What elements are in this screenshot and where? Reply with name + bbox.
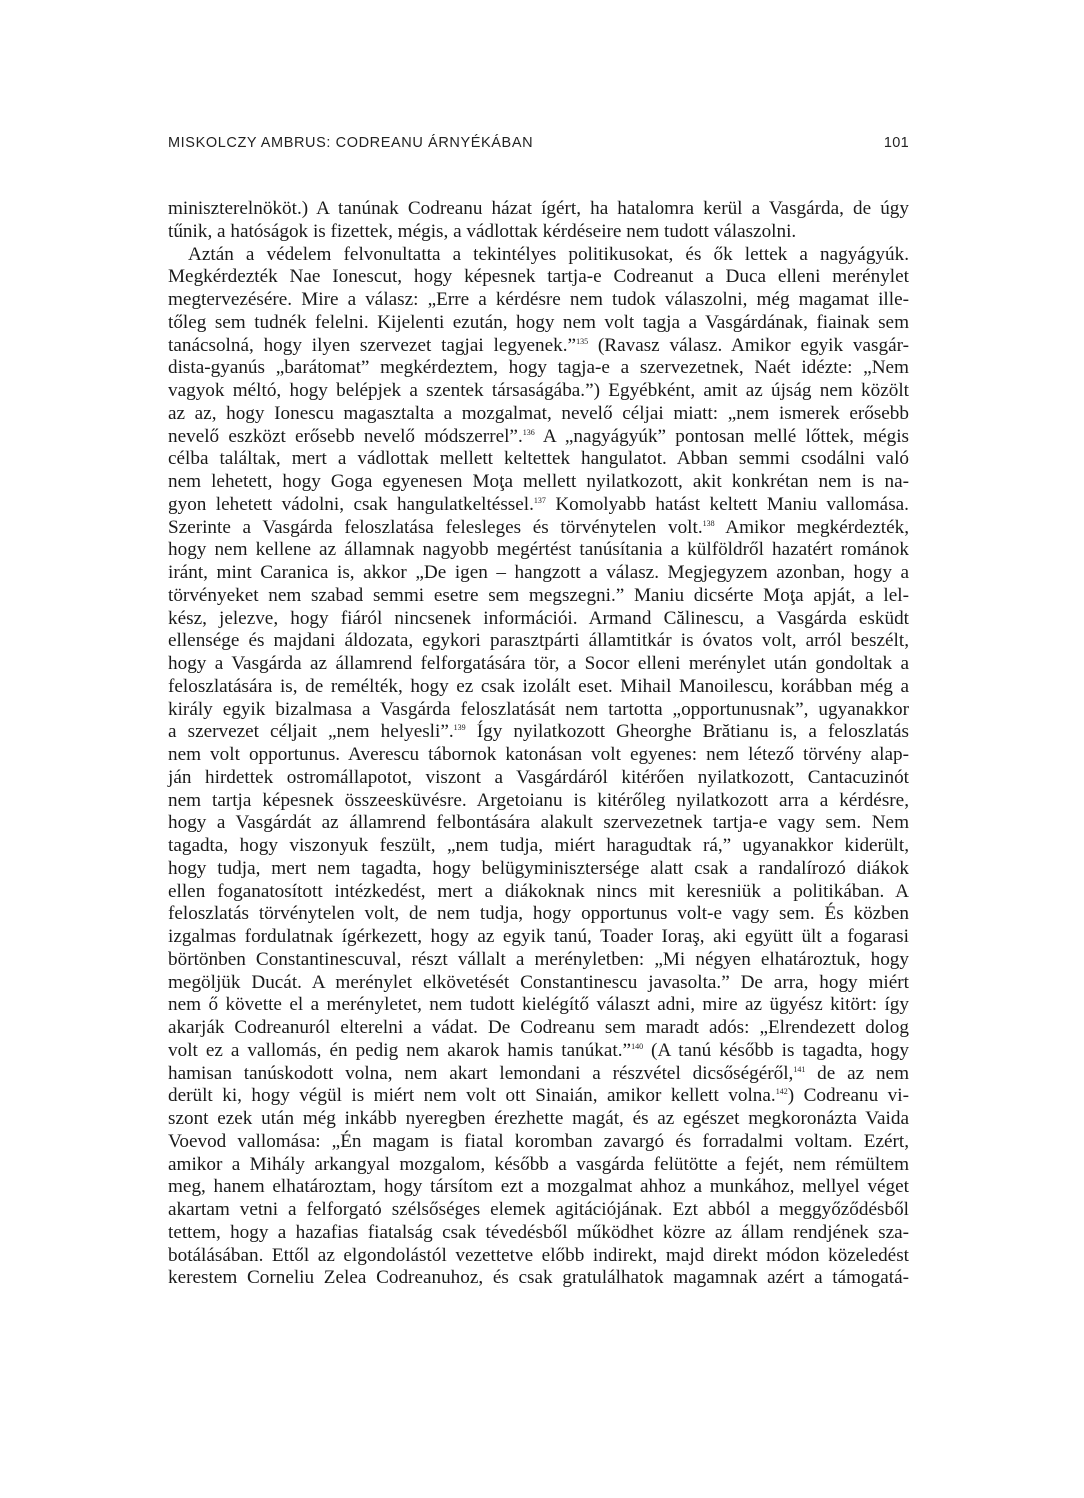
text-line	[168, 835, 909, 858]
text-segment: A „nagyágyúk” pontosan mellé lőttek, mégis	[534, 425, 909, 447]
text-segment: az az, hogy Ionescu magasztalta a mozgalmat, nevelő céljai miatt: „nem ismerek erősebb	[168, 402, 909, 424]
text-segment: feloszlatására is, de remélték, hogy ez csak izolált eset. Mihail Manoilescu, korábban még a	[168, 675, 909, 697]
text-line	[168, 1108, 909, 1131]
text-segment: tagadta, hogy viszonyuk feszült, „nem tudja, miért haragudtak rá,” ugyanakkor kiderült,	[168, 835, 909, 856]
text-line	[168, 1176, 909, 1199]
text-segment: törvényeket nem szabad semmi esetre sem megszegni.” Maniu dicsérte Moţa apját, a lel-	[168, 584, 909, 606]
text-segment: tőleg sem tudnék felelni. Kijelenti ezután, hogy nem volt tagja a Vasgárdának, fiainak sem	[168, 311, 909, 333]
text-line	[168, 494, 909, 517]
footnote-ref: 142	[775, 1087, 788, 1097]
text-line	[168, 699, 909, 722]
text-line	[168, 1063, 909, 1086]
text-line	[168, 949, 909, 972]
text-line	[168, 676, 909, 699]
text-segment: célba találtak, mert a vádlottak mellett keltettek hangulatot. Abban semmi csodálni való	[168, 448, 909, 470]
text-segment: amikor a Mihály arkangyal mozgalom, később a vasgárda felütötte a fejét, nem rémültem	[168, 1153, 909, 1175]
text-line	[168, 244, 909, 267]
text-segment: király egyik bizalmasa a Vasgárda feloszlatását nem tartotta „opportunusnak”, ugyanakkor	[168, 698, 909, 720]
text-line	[168, 1040, 909, 1063]
text-line	[168, 1245, 909, 1268]
text-segment: nem lehetett, hogy Goga egyenesen Moţa mellett nyilatkozott, akit konkrétan nem is na-	[168, 471, 909, 492]
text-line	[168, 881, 909, 904]
footnote-ref: 139	[453, 723, 466, 733]
text-line	[168, 903, 909, 926]
footnote-ref: 141	[793, 1064, 806, 1074]
text-line	[168, 1017, 909, 1040]
text-segment: Szerinte a Vasgárda feloszlatása felesleges és törvénytelen volt.	[168, 516, 703, 538]
text-line	[168, 335, 909, 358]
footnote-ref: 138	[702, 518, 715, 528]
text-segment: hogy nem kellene az államnak nagyobb megértést tanúsítania a külföldről hazatért románok	[168, 539, 909, 561]
text-segment: vagyok méltó, hogy belépjek a szentek társaságába.”) Egyébként, amit az újság nem közölt	[168, 380, 909, 401]
text-line	[168, 994, 909, 1017]
text-line	[168, 744, 909, 767]
text-line	[168, 1085, 909, 1108]
text-segment: iránt, mint Caranica is, akkor „De igen – hangzott a válasz. Megjegyzem azonban, hogy a	[168, 562, 909, 583]
footnote-ref: 140	[631, 1041, 644, 1051]
text-line	[168, 608, 909, 631]
text-line	[168, 357, 909, 380]
text-segment: nem tartja képesnek összeesküvésre. Argetoianu is kitérőleg nyilatkozott arra a kérdésre,	[168, 789, 909, 811]
text-segment: hogy tudja, mert nem tagadta, hogy belügyminisztersége alatt csak a randalírozó diákok	[168, 857, 909, 879]
text-line	[168, 812, 909, 835]
text-segment: Megkérdezték Nae Ionescut, hogy képesnek tartja-e Codreanut a Duca elleni merénylet	[168, 266, 909, 288]
text-segment: hogy a Vasgárda az államrend felforgatására tör, a Socor elleni merénylet után gondoltak a	[168, 653, 909, 674]
text-line	[168, 221, 909, 244]
text-line	[168, 767, 909, 790]
text-segment: ) Codreanu vi-	[787, 1085, 909, 1107]
text-line	[168, 585, 909, 608]
text-segment: tettem, hogy a hazafias fiatalság csak tévedésből működhet közre az állam rendjének sza-	[168, 1221, 909, 1243]
text-line	[168, 926, 909, 949]
footnote-ref: 136	[522, 427, 535, 437]
text-line	[168, 380, 909, 403]
text-segment: botálásában. Ettől az elgondolástól vezettetve előbb indirekt, majd direkt módon közeledést	[168, 1244, 909, 1266]
text-segment: szont ezek után még inkább nyeregben érezhette magát, és az egészet megkoronázta Vaida	[168, 1108, 909, 1129]
text-line	[168, 539, 909, 562]
text-segment: Voevod vallomása: „Én magam is fiatal koromban zavargó és forradalmi voltam. Ezért,	[168, 1130, 909, 1152]
text-line	[168, 1199, 909, 1222]
text-segment: izgalmas fordulatnak ígérkezett, hogy az egyik tanú, Toader Ioraş, aki együtt ült a fogarasi	[168, 926, 909, 947]
text-segment: ellensége és majdani áldozata, egykori parasztpárti államtitkár is óvatos volt, arról beszélt,	[168, 630, 909, 652]
text-line	[168, 972, 909, 995]
text-segment: ján hirdettek ostromállapotot, viszont a Vasgárdáról kitérően nyilatkozott, Cantacuzinót	[168, 766, 909, 788]
text-line	[168, 289, 909, 312]
text-segment: a szervezet céljait „nem helyesli”.	[168, 721, 454, 743]
text-line	[168, 1222, 909, 1245]
text-segment: (A tanú később is tagadta, hogy	[643, 1039, 909, 1061]
text-line	[168, 1131, 909, 1154]
text-segment: akarják Codreanuról elterelni a vádat. De Codreanu sem maradt adós: „Elrendezett dolog	[168, 1017, 909, 1038]
text-segment: kész, jelezve, hogy fiáról nincsenek információi. Armand Călinescu, a Vasgárda esküdt	[168, 607, 909, 629]
text-segment: Amikor megkérdezték,	[714, 516, 909, 538]
text-line	[168, 562, 909, 585]
text-line	[168, 448, 909, 471]
text-line	[168, 630, 909, 653]
text-line	[168, 1154, 909, 1177]
text-line	[168, 653, 909, 676]
text-segment: gyon lehetett vádolni, csak hangulatkeltéssel.	[168, 493, 534, 515]
footnote-ref: 137	[533, 495, 546, 505]
text-line	[168, 1267, 909, 1290]
text-line	[168, 403, 909, 426]
text-segment: dista-gyanús „barátomat” megkérdeztem, hogy tagja-e a szervezetnek, Naét idézte: „Nem	[168, 357, 909, 379]
text-segment: derült ki, hogy végül is miért nem volt ott Sinaián, amikor kellett volna.	[168, 1085, 776, 1107]
text-segment: börtönben Constantinescuval, részt vállalt a merényletben: „Mi négyen elhatároztuk, hogy	[168, 948, 909, 970]
text-segment: volt ez a vallomás, én pedig nem akarok hamis tanúkat.”	[168, 1039, 632, 1061]
text-segment: feloszlatás törvénytelen volt, de nem tudja, hogy opportunus volt-e vagy sem. És közben	[168, 903, 909, 925]
text-line	[168, 426, 909, 449]
text-segment: hogy a Vasgárdát az államrend felbontására alakult szervezetnek tartja-e vagy sem. Nem	[168, 812, 909, 834]
text-segment: Komolyabb hatást keltett Maniu vallomása.	[545, 493, 909, 515]
body-text	[168, 198, 909, 1290]
text-segment: kerestem Corneliu Zelea Codreanuhoz, és csak gratulálhatok magamnak azért a támogatá-	[168, 1267, 909, 1289]
text-segment: tűnik, a hatóságok is fizettek, mégis, a vádlottak kérdéseire nem tudott válaszolni.	[168, 220, 797, 242]
text-segment: (Ravasz válasz. Amikor egyik vasgár-	[588, 334, 909, 356]
text-segment: megöljük Ducát. A merénylet elkövetését Constantinescu javasolta.” De arra, hogy miért	[168, 971, 909, 993]
text-segment: Így nyilatkozott Gheorghe Brătianu is, a feloszlatás	[465, 721, 910, 743]
text-segment: meg, hanem elhatároztam, hogy társítom ezt a mozgalmat ahhoz a munkához, mellyel véget	[168, 1176, 909, 1198]
text-segment: de az nem	[805, 1062, 909, 1084]
text-line	[168, 790, 909, 813]
text-segment: hamisan tanúskodott volna, nem akart lemondani a részvétel dicsőségéről,	[168, 1062, 794, 1084]
text-segment: Aztán a védelem felvonultatta a tekintélyes politikusokat, és ők lettek a nagyágyúk.	[188, 243, 909, 265]
running-title: MISKOLCZY AMBRUS: CODREANU ÁRNYÉKÁBAN	[168, 135, 534, 151]
text-segment: nevelő eszközt erősebb nevelő módszerrel”.	[168, 425, 523, 447]
text-line	[168, 312, 909, 335]
footnote-ref: 135	[576, 336, 589, 346]
text-line	[168, 858, 909, 881]
text-line	[168, 266, 909, 289]
text-segment: tanácsolná, hogy ilyen szervezet tagjai legyenek.”	[168, 334, 577, 356]
text-line	[168, 517, 909, 540]
text-line	[168, 198, 909, 221]
text-segment: megtervezésére. Mire a válasz: „Erre a kérdésre nem tudok válaszolni, még magamat ille-	[168, 289, 909, 310]
text-segment: ellen foganatosított intézkedést, mert a diákoknak nincs mit keresniük a politikában. A	[168, 880, 909, 902]
text-segment: akartam vetni a felforgató szélsőséges elemek agitációjának. Ezt abból a meggyőződésből	[168, 1199, 909, 1220]
page-number: 101	[883, 135, 909, 151]
text-line	[168, 471, 909, 494]
text-segment: nem ő követte el a merényletet, nem tudott kielégítő választ adni, mire az ügyész kitört: így	[168, 994, 909, 1016]
text-segment: nem volt opportunus. Averescu tábornok katonásan volt egyenes: nem létező törvény alap-	[168, 744, 909, 765]
text-line	[168, 721, 909, 744]
running-header	[168, 135, 909, 155]
text-segment: miniszterelnököt.) A tanúnak Codreanu házat ígért, ha hatalomra kerül a Vasgárda, de úgy	[168, 198, 909, 219]
